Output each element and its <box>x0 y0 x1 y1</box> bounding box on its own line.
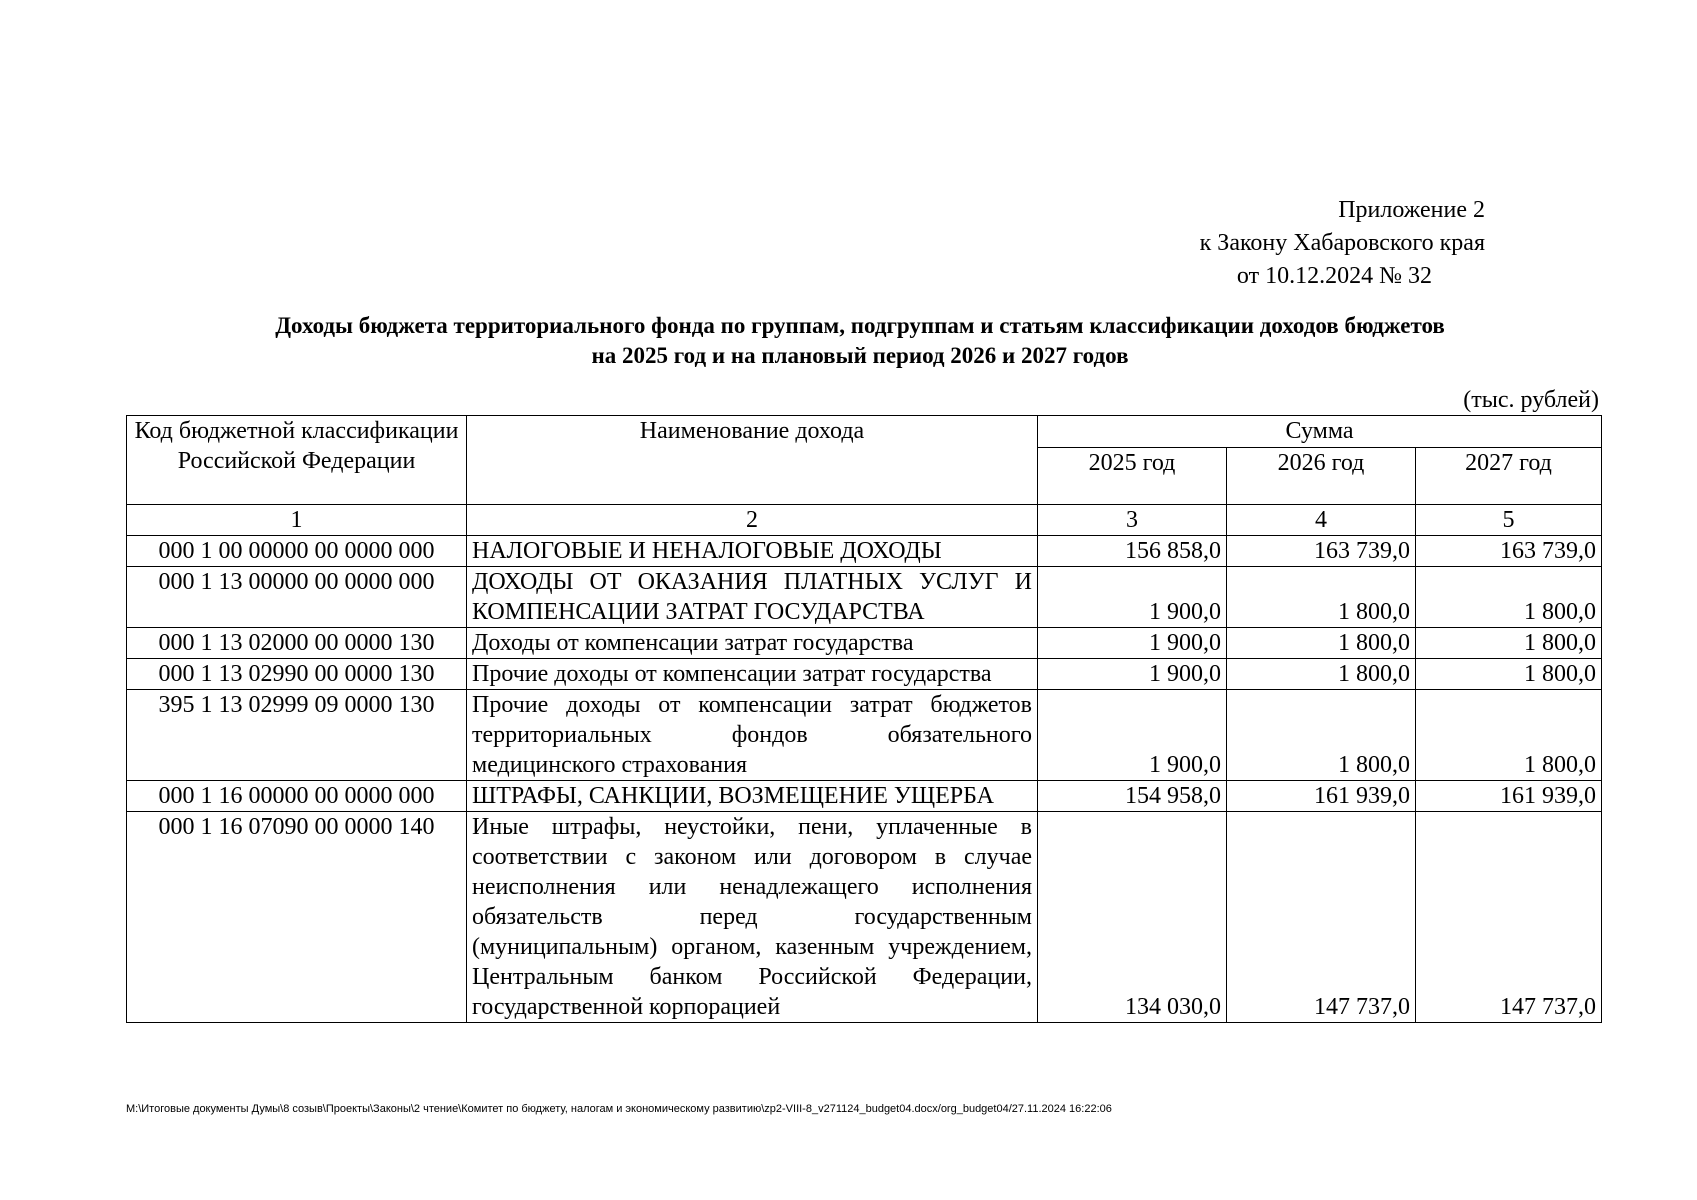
row-value-2025: 1 900,0 <box>1038 567 1227 628</box>
row-value-2026: 163 739,0 <box>1227 536 1416 567</box>
header-2026: 2026 год <box>1227 448 1416 505</box>
table-row <box>127 536 1602 567</box>
column-number: 5 <box>1416 505 1602 536</box>
title-line-2: на 2025 год и на плановый период 2026 и 2027 годов <box>591 343 1129 368</box>
income-table <box>126 415 1602 1023</box>
header-2027: 2027 год <box>1416 448 1602 505</box>
row-code: 000 1 16 00000 00 0000 000 <box>127 781 467 812</box>
row-name: ШТРАФЫ, САНКЦИИ, ВОЗМЕЩЕНИЕ УЩЕРБА <box>467 781 1038 812</box>
appendix-reference <box>1200 194 1485 293</box>
row-value-2027: 163 739,0 <box>1416 536 1602 567</box>
row-value-2027: 1 800,0 <box>1416 628 1602 659</box>
row-value-2025: 134 030,0 <box>1038 812 1227 1023</box>
title-line-1: Доходы бюджета территориального фонда по группам, подгруппам и статьям классификации доходов бюджетов <box>275 313 1445 338</box>
row-value-2025: 156 858,0 <box>1038 536 1227 567</box>
header-row <box>127 416 1602 448</box>
row-code: 000 1 13 02000 00 0000 130 <box>127 628 467 659</box>
column-number: 1 <box>127 505 467 536</box>
row-name: Прочие доходы от компенсации затрат бюджетов территориальных фондов обязательного медицинского страхования <box>467 690 1038 781</box>
row-value-2025: 1 900,0 <box>1038 690 1227 781</box>
table-row <box>127 628 1602 659</box>
row-value-2026: 161 939,0 <box>1227 781 1416 812</box>
appendix-law: к Закону Хабаровского края <box>1199 230 1485 256</box>
row-name: ДОХОДЫ ОТ ОКАЗАНИЯ ПЛАТНЫХ УСЛУГ И КОМПЕНСАЦИИ ЗАТРАТ ГОСУДАРСТВА <box>467 567 1038 628</box>
units-label: (тыс. рублей) <box>1463 387 1599 413</box>
header-2025: 2025 год <box>1038 448 1227 505</box>
row-value-2027: 1 800,0 <box>1416 567 1602 628</box>
row-code: 000 1 00 00000 00 0000 000 <box>127 536 467 567</box>
row-value-2026: 1 800,0 <box>1227 659 1416 690</box>
header-name: Наименование дохода <box>467 416 1038 505</box>
row-value-2027: 161 939,0 <box>1416 781 1602 812</box>
table-row <box>127 781 1602 812</box>
row-code: 000 1 13 00000 00 0000 000 <box>127 567 467 628</box>
row-code: 000 1 16 07090 00 0000 140 <box>127 812 467 1023</box>
row-value-2026: 147 737,0 <box>1227 812 1416 1023</box>
table-row <box>127 567 1602 628</box>
table-row <box>127 812 1602 1023</box>
row-value-2025: 1 900,0 <box>1038 628 1227 659</box>
row-value-2027: 147 737,0 <box>1416 812 1602 1023</box>
row-value-2026: 1 800,0 <box>1227 690 1416 781</box>
row-value-2027: 1 800,0 <box>1416 690 1602 781</box>
column-number: 3 <box>1038 505 1227 536</box>
row-name: Доходы от компенсации затрат государства <box>467 628 1038 659</box>
row-value-2025: 1 900,0 <box>1038 659 1227 690</box>
row-value-2027: 1 800,0 <box>1416 659 1602 690</box>
row-code: 000 1 13 02990 00 0000 130 <box>127 659 467 690</box>
row-value-2026: 1 800,0 <box>1227 628 1416 659</box>
appendix-date: от 10.12.2024 № 32 <box>1236 263 1432 289</box>
appendix-number: Приложение 2 <box>1338 197 1485 223</box>
row-name: Иные штрафы, неустойки, пени, уплаченные в соответствии с законом или договором в случае неисполнения или ненадлежащего исполнения обязательств перед государственным (муниципальным) органом, казенным учреждением, Центральным банком Российской Федерации, государственной корпорацией <box>467 812 1038 1023</box>
row-code: 395 1 13 02999 09 0000 130 <box>127 690 467 781</box>
row-value-2026: 1 800,0 <box>1227 567 1416 628</box>
column-number-row <box>127 505 1602 536</box>
header-sum: Сумма <box>1038 416 1602 448</box>
document-title <box>120 311 1600 371</box>
table-row <box>127 690 1602 781</box>
row-value-2025: 154 958,0 <box>1038 781 1227 812</box>
table-row <box>127 659 1602 690</box>
column-number: 2 <box>467 505 1038 536</box>
row-name: Прочие доходы от компенсации затрат государства <box>467 659 1038 690</box>
row-name: НАЛОГОВЫЕ И НЕНАЛОГОВЫЕ ДОХОДЫ <box>467 536 1038 567</box>
column-number: 4 <box>1227 505 1416 536</box>
header-code: Код бюджетной классификации Российской Федерации <box>127 416 467 505</box>
file-path-footer: M:\Итоговые документы Думы\8 созыв\Проекты\Законы\2 чтение\Комитет по бюджету, налогам и экономическому развитию\zp2-VIII-8_v271124_budget04.docx/org_budget04/27.11.2024 16:22:06 <box>126 1103 1112 1115</box>
